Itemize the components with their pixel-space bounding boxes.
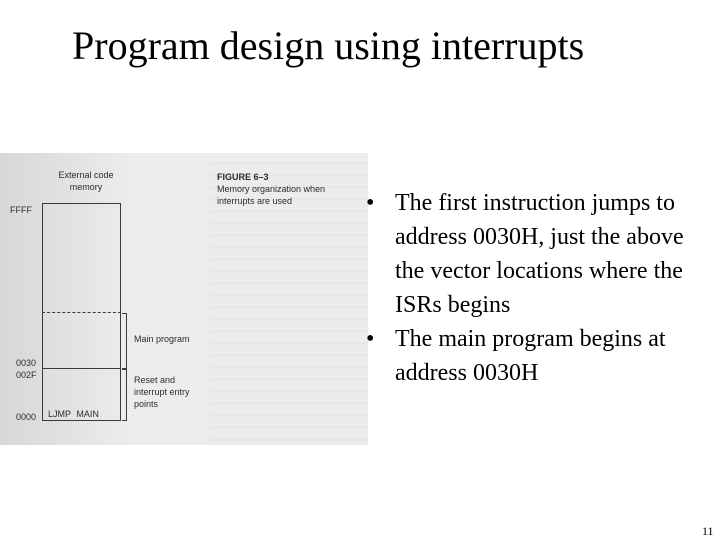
address-ffff: FFFF [10,205,32,215]
main-program-label: Main program [134,334,190,344]
reset-entry-label: Reset and interrupt entry points [134,375,190,409]
address-0030: 0030 [16,358,37,368]
address-002f: 002F [16,370,37,380]
slide-title: Program design using interrupts [72,23,585,68]
bullet-item [366,186,716,322]
figure-caption-text: Memory organization when interrupts are used [217,184,326,206]
bullet-dot-icon: • [366,326,375,352]
bullet-item [366,322,716,390]
bullet-list [366,186,716,390]
ljmp-main-instruction: LJMP MAIN [48,409,99,419]
memory-solid-divider [42,368,121,369]
memory-organization-figure [0,153,368,445]
address-0000: 0000 [16,412,37,422]
memory-dashed-divider [42,312,121,313]
reset-brace [122,369,127,421]
figure-number: FIGURE 6–3 [217,172,269,182]
bullet-text: The first instruction jumps to address 0030H, just the above the vector locations where the ISRs begins [395,190,684,318]
page-number: 11 [702,524,714,538]
bullet-dot-icon: • [366,190,375,216]
main-program-brace [122,313,127,369]
external-code-memory-label: External code memory [58,170,114,192]
bullet-text: The main program begins at address 0030H [395,326,666,386]
figure-caption [217,171,357,207]
